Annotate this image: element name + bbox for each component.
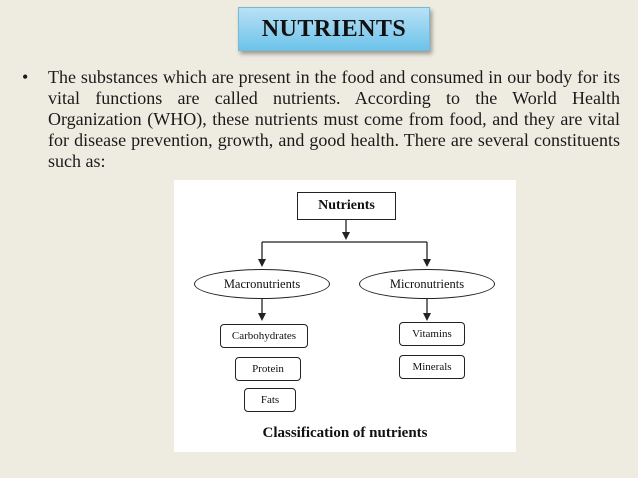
slide-title: NUTRIENTS: [238, 7, 430, 51]
nutrient-classification-diagram: [174, 180, 516, 452]
macronutrients-node: Macronutrients: [194, 269, 330, 299]
carbohydrates-node: Carbohydrates: [220, 324, 308, 348]
bullet-text: The substances which are present in the food and consumed in our body for its vital functions are called nutrients. According to the World Health Organization (WHO), these nutrients must come from food, and they are vital for disease prevention, growth, and good health. There are several constituents such as:: [48, 67, 620, 171]
bullet-marker: •: [22, 67, 29, 87]
fats-node: Fats: [244, 388, 296, 412]
diagram-caption: Classification of nutrients: [262, 425, 428, 441]
micronutrients-node: Micronutrients: [359, 269, 495, 299]
diagram-connectors: [174, 180, 516, 452]
protein-node: Protein: [235, 357, 301, 381]
nutrients-root-node: Nutrients: [297, 192, 396, 220]
minerals-node: Minerals: [399, 355, 465, 379]
vitamins-node: Vitamins: [399, 322, 465, 346]
